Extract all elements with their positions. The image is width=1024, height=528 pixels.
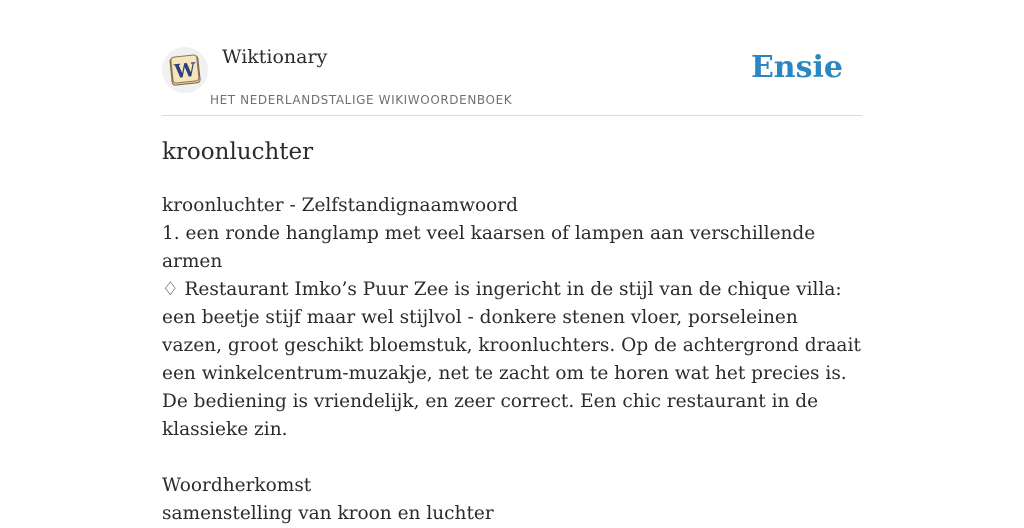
etymology-heading: Woordherkomst xyxy=(162,475,312,496)
entry-title: kroonluchter xyxy=(162,139,314,165)
etymology-text: samenstelling van kroon en luchter xyxy=(162,503,494,524)
part-of-speech-line: kroonluchter - Zelfstandignaamwoord xyxy=(162,195,518,216)
logo-letter: W xyxy=(173,58,197,84)
ensie-brand-logo[interactable]: Ensie xyxy=(750,50,843,85)
source-name[interactable]: Wiktionary xyxy=(222,46,328,68)
wiktionary-tile-icon xyxy=(168,53,202,87)
source-subtitle: HET NEDERLANDSTALIGE WIKIWOORDENBOEK xyxy=(210,93,513,107)
source-header xyxy=(162,0,862,116)
entry-card xyxy=(162,0,862,524)
definition-text: 1. een ronde hanglamp met veel kaarsen of lampen aan verschillende armen xyxy=(162,223,816,272)
entry-content xyxy=(162,192,862,528)
spacer xyxy=(162,444,862,472)
example-text: ♢ Restaurant Imko’s Puur Zee is ingericht in de stijl van de chique villa: een beetje stijf maar wel stijlvol - donkere stenen vloer, porseleinen vazen, groot geschikt bloemstuk, kroonluchters. Op de achtergrond draait een winkelcentrum-muzakje, net te zacht om te horen wat het precies is. De bediening is vriendelijk, en zeer correct. Een chic restaurant in de klassieke zin. xyxy=(162,279,861,440)
wiktionary-logo[interactable] xyxy=(162,47,208,93)
